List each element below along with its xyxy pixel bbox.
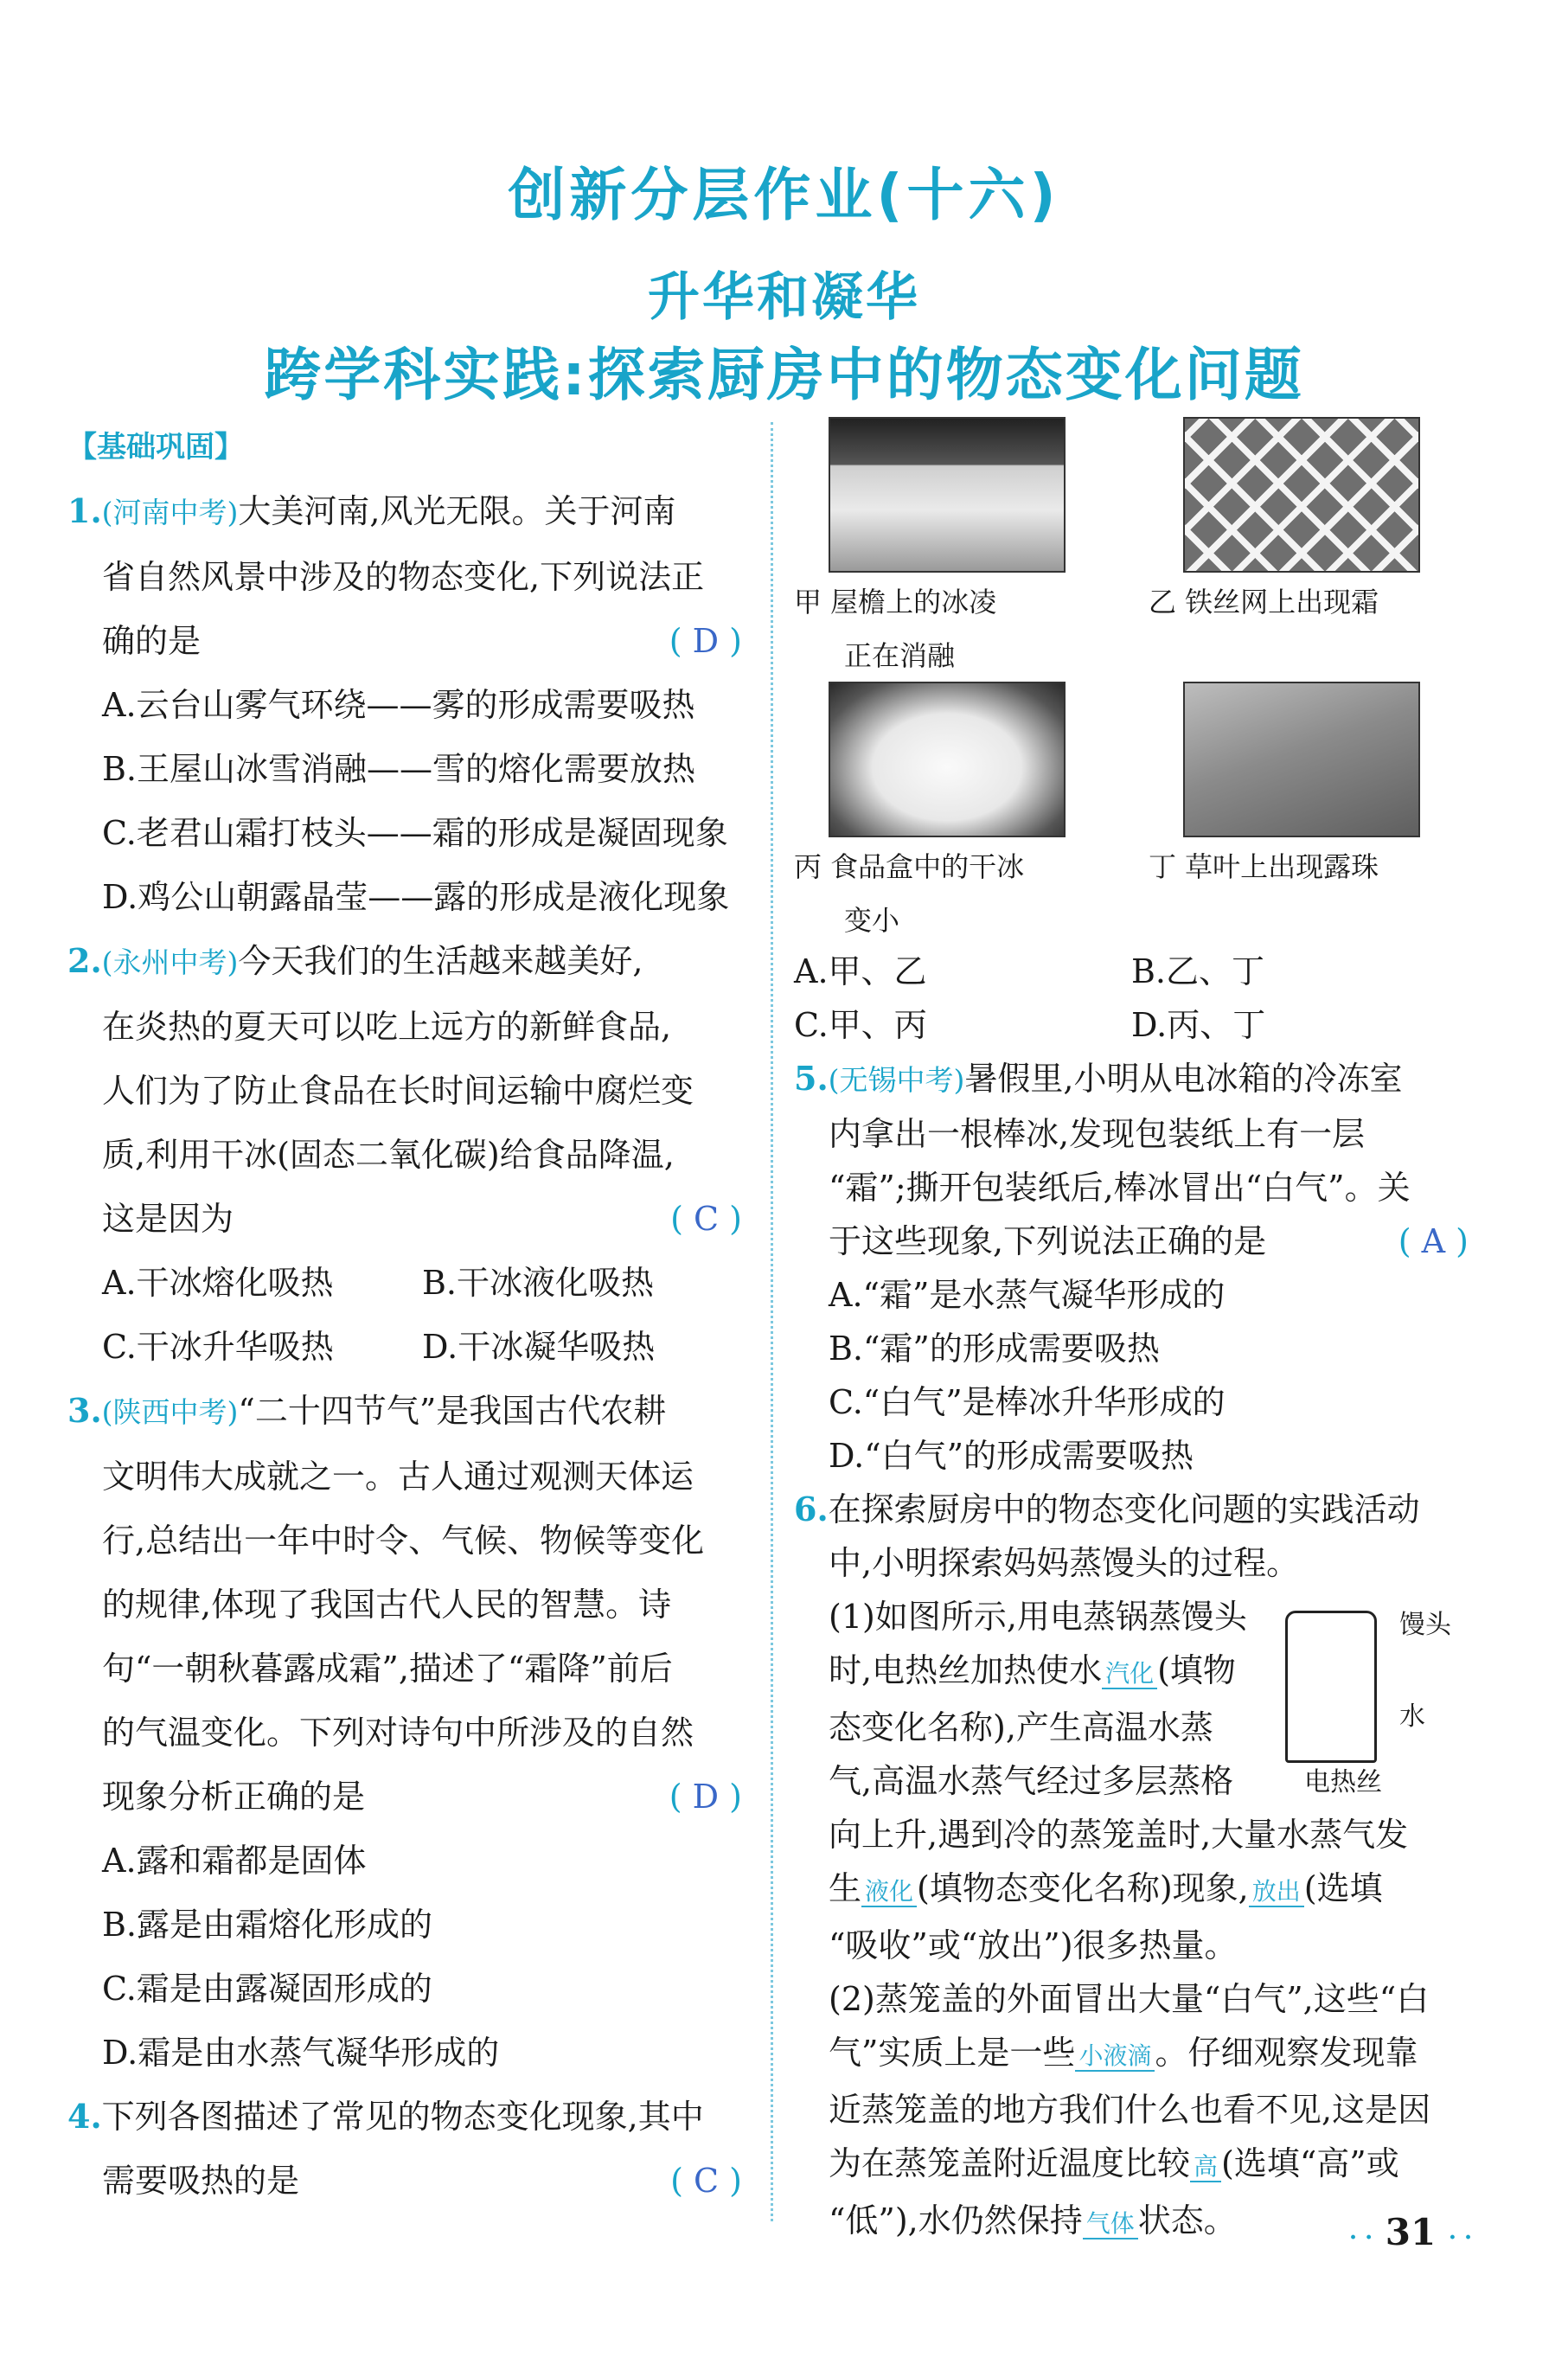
figure-row (794, 682, 1469, 945)
steamer-pot (1285, 1611, 1377, 1763)
fill-answer: 汽化 (1102, 1659, 1157, 1689)
question-text: 的气温变化。下列对诗句中所涉及的自然 (102, 1714, 694, 1752)
answer-box: ( C ) (670, 2162, 742, 2200)
steamer-figure (1270, 1599, 1469, 1806)
figure-caption: 乙 铁丝网上出现霜 (1149, 586, 1379, 618)
question-text: 大美河南,风光无限。关于河南 (238, 492, 676, 530)
question-number: 2. (67, 941, 102, 980)
option-a: A.干冰熔化吸热 (102, 1264, 334, 1302)
figure-bing (794, 682, 1114, 945)
question-text: “霜”;撕开包装纸后,棒冰冒出“白气”。关 (829, 1169, 1411, 1207)
answer-box: ( D ) (669, 1778, 742, 1816)
option-d: D.丙、丁 (1131, 1006, 1266, 1044)
option-d: D.鸡公山朝露晶莹——露的形成是液化现象 (102, 878, 730, 916)
question-source: (永州中考) (101, 945, 239, 979)
option-d: D.干冰凝华吸热 (422, 1328, 656, 1366)
question-text: 行,总结出一年中时令、气候、物候等变化 (102, 1522, 705, 1560)
question-text: 在探索厨房中的物态变化问题的实践活动 (828, 1490, 1420, 1528)
question-text: 现象分析正确的是 (102, 1778, 366, 1816)
option-d: D.霜是由水蒸气凝华形成的 (102, 2034, 500, 2072)
dew-drop-photo (1183, 682, 1420, 837)
option-d: D.“白气”的形成需要吸热 (829, 1437, 1194, 1475)
frost-net-photo (1183, 417, 1420, 573)
option-c: C.甲、丙 (794, 1006, 927, 1044)
question-text: 生 (829, 1869, 862, 1907)
answer-value: C (694, 2162, 720, 2200)
question-3 (67, 1379, 742, 2085)
question-text: 句“一朝秋暮露成霜”,描述了“霜降”前后 (102, 1650, 673, 1688)
question-number: 5. (794, 1059, 829, 1098)
question-text: 省自然风景中涉及的物态变化,下列说法正 (102, 558, 705, 596)
question-2 (67, 929, 742, 1379)
option-a: A.云台山雾气环绕——雾的形成需要吸热 (102, 686, 695, 724)
question-text: 状态。 (1137, 2201, 1237, 2239)
question-number: 3. (67, 1391, 102, 1430)
figure-ding (1149, 682, 1469, 945)
question-text: 确的是 (102, 622, 202, 660)
answer-value: D (692, 1778, 720, 1816)
figure-label: 电热丝 (1304, 1767, 1382, 1797)
question-text: (选填 (1303, 1869, 1383, 1907)
figure-label: 水 (1399, 1701, 1425, 1732)
question-text: 气”实质上是一些 (829, 2034, 1076, 2072)
option-a: A.“霜”是水蒸气凝华形成的 (829, 1276, 1226, 1314)
figure-caption: 丙 食品盒中的干冰 (794, 850, 1025, 883)
fill-answer: 小液滴 (1075, 2041, 1155, 2072)
lesson-title: 升华和凝华 (648, 267, 920, 328)
question-source: (河南中考) (101, 496, 239, 529)
question-text: “吸收”或“放出”)很多热量。 (829, 1926, 1238, 1964)
answer-value: D (692, 622, 720, 660)
question-number: 1. (67, 491, 102, 530)
answer-box: ( C ) (670, 1200, 742, 1238)
fill-answer: 气体 (1083, 2209, 1138, 2239)
question-text: 需要吸热的是 (102, 2162, 300, 2200)
question-text: 在炎热的夏天可以吃上远方的新鲜食品, (102, 1008, 672, 1046)
question-text: 质,利用干冰(固态二氧化碳)给食品降温, (102, 1136, 675, 1174)
question-text: 态变化名称),产生高温水蒸 (829, 1708, 1213, 1746)
question-4 (67, 2085, 742, 2213)
answer-box: ( D ) (669, 622, 742, 660)
question-text: 气,高温水蒸气经过多层蒸格 (829, 1762, 1234, 1800)
question-text: (填物 (1157, 1651, 1236, 1689)
option-b: B.干冰液化吸热 (422, 1264, 655, 1302)
column-divider (771, 422, 773, 2221)
figure-jia (794, 417, 1114, 680)
question-text: 为在蒸笼盖附近温度比较 (829, 2144, 1191, 2182)
question-text: 暑假里,小明从电冰箱的冷冻室 (964, 1060, 1403, 1098)
question-text: 。仔细观察发现靠 (1155, 2034, 1418, 2072)
figure-label: 馒头 (1399, 1610, 1451, 1640)
left-column (67, 415, 742, 2213)
question-text: 近蒸笼盖的地方我们什么也看不见,这是因 (829, 2091, 1431, 2129)
answer-box: ( A ) (1398, 1222, 1469, 1260)
answer-value: A (1421, 1222, 1446, 1260)
question-text: (填物态变化名称)现象, (917, 1869, 1249, 1907)
section-heading: 【基础巩固】 (67, 430, 244, 465)
question-text: 于这些现象,下列说法正确的是 (829, 1222, 1267, 1260)
option-b: B.露是由霜熔化形成的 (102, 1906, 433, 1944)
fill-answer: 液化 (861, 1877, 917, 1907)
option-c: C.霜是由露凝固形成的 (102, 1970, 432, 2008)
question-5 (794, 1052, 1469, 1483)
question-number: 4. (67, 2097, 102, 2136)
question-text: (1)如图所示,用电蒸锅蒸馒头 (829, 1598, 1247, 1636)
page-number (1349, 2211, 1472, 2253)
answer-value: C (694, 1200, 720, 1238)
question-text: “低”),水仍然保持 (829, 2201, 1083, 2239)
right-column (794, 415, 1469, 2251)
question-1 (67, 479, 742, 929)
option-c: C.“白气”是棒冰升华形成的 (829, 1383, 1226, 1421)
question-text: “二十四节气”是我国古代农耕 (238, 1392, 667, 1430)
question-text: 向上升,遇到冷的蒸笼盖时,大量水蒸气发 (829, 1816, 1409, 1854)
option-b: B.王屋山冰雪消融——雪的熔化需要放热 (102, 750, 696, 788)
lesson-subtitle: 跨学科实践:探索厨房中的物态变化问题 (264, 342, 1304, 408)
dry-ice-photo (829, 682, 1066, 837)
figure-caption: 变小 (844, 904, 900, 937)
figure-yi (1149, 417, 1469, 680)
question-text: 时,电热丝加热使水 (829, 1651, 1103, 1689)
icicle-photo (829, 417, 1066, 573)
question-text: 内拿出一根棒冰,发现包装纸上有一层 (829, 1115, 1366, 1153)
question-text: 下列各图描述了常见的物态变化现象,其中 (101, 2098, 704, 2136)
fill-answer: 高 (1190, 2152, 1221, 2182)
option-a: A.露和霜都是固体 (102, 1842, 367, 1880)
question-text: (2)蒸笼盖的外面冒出大量“白气”,这些“白 (829, 1980, 1430, 2018)
option-c: C.干冰升华吸热 (102, 1328, 334, 1366)
figure-row (794, 417, 1469, 680)
question-6 (794, 1483, 1469, 2251)
page-title: 创新分层作业(十六) (508, 162, 1060, 228)
question-text: 文明伟大成就之一。古人通过观测天体运 (102, 1458, 694, 1496)
question-text: 今天我们的生活越来越美好, (238, 942, 643, 980)
option-a: A.甲、乙 (794, 952, 927, 990)
question-text: (选填“高”或 (1221, 2144, 1399, 2182)
figure-caption: 丁 草叶上出现露珠 (1149, 850, 1379, 883)
figure-caption: 甲 屋檐上的冰凌 (794, 586, 997, 618)
page-number-value: 31 (1385, 2211, 1437, 2253)
option-b: B.“霜”的形成需要吸热 (829, 1330, 1160, 1368)
option-c: C.老君山霜打枝头——霜的形成是凝固现象 (102, 814, 728, 852)
question-source: (无锡中考) (828, 1063, 965, 1097)
question-text: 这是因为 (102, 1200, 234, 1238)
decor-dots: · · (1349, 2225, 1373, 2251)
question-source: (陕西中考) (101, 1395, 239, 1429)
figure-caption: 正在消融 (844, 639, 956, 672)
option-b: B.乙、丁 (1131, 952, 1265, 990)
question-number: 6. (794, 1490, 829, 1528)
question-text: 的规律,体现了我国古代人民的智慧。诗 (102, 1586, 672, 1624)
fill-answer: 放出 (1249, 1877, 1304, 1907)
question-text: 中,小明探索妈妈蒸馒头的过程。 (829, 1544, 1300, 1582)
decor-dots: · · (1448, 2225, 1473, 2251)
question-text: 人们为了防止食品在长时间运输中腐烂变 (102, 1072, 694, 1110)
